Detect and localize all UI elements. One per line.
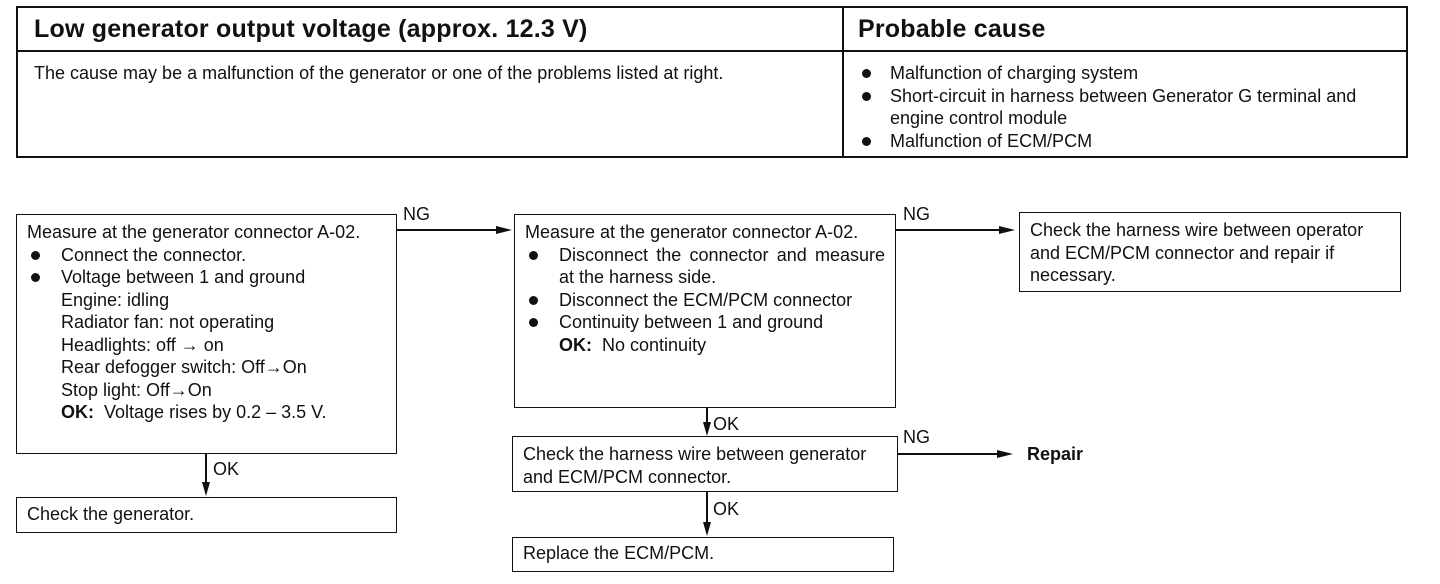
cause-item: Malfunction of charging system (856, 62, 1396, 85)
cause-item: Malfunction of ECM/PCM (856, 130, 1396, 153)
ok-label: OK (713, 414, 740, 434)
condition-line: Rear defogger switch: Off→On (61, 357, 307, 377)
step-text: Check the harness wire between operator and ECM/PCM connector and repair if necessary. (1030, 220, 1364, 285)
ok-value: No continuity (602, 334, 707, 355)
arrow-head (703, 522, 711, 536)
connector-line (896, 229, 1000, 231)
probable-cause-heading: Probable cause (858, 15, 1046, 43)
step-check-generator (16, 497, 397, 533)
connector-line (205, 454, 207, 483)
condition-line: Stop light: Off→On (61, 379, 212, 400)
ng-label: NG (903, 427, 930, 447)
step-bullet: Disconnect the ECM/PCM connector (525, 289, 885, 312)
step-check-generator-harness (512, 436, 898, 492)
column-divider (842, 8, 844, 156)
step-bullet: Disconnect the connector and measure at the harness side. (525, 244, 885, 289)
arrow-head (496, 226, 512, 234)
probable-cause-list (856, 62, 1396, 152)
step-check-operator-harness (1019, 212, 1401, 292)
step-bullets (27, 244, 386, 289)
condition-line: Radiator fan: not operating (61, 312, 275, 332)
symptom-heading: Low generator output voltage (approx. 12.3 V) (34, 15, 588, 43)
step-measure-harness-side (514, 214, 896, 408)
connector-line (397, 229, 497, 231)
ng-label: NG (403, 204, 430, 224)
ok-value: Voltage rises by 0.2 – 3.5 V. (104, 402, 327, 422)
arrow-head (997, 450, 1013, 458)
condition-line: Engine: idling (61, 289, 170, 310)
ok-label: OK (713, 499, 740, 519)
step-replace-ecm (512, 537, 894, 572)
arrow-head (703, 422, 711, 436)
connector-line (898, 453, 998, 455)
step-text: Check the harness wire between generator and ECM/PCM connector. (523, 444, 867, 487)
step-title: Measure at the generator connector A-02. (27, 222, 361, 242)
connector-line (706, 492, 708, 523)
arrow-head (999, 226, 1015, 234)
cause-description: The cause may be a malfunction of the generator or one of the problems listed at right. (34, 63, 724, 83)
step-bullet: Voltage between 1 and ground (27, 266, 386, 289)
step-measure-generator-connected (16, 214, 397, 454)
step-bullet: Connect the connector. (27, 244, 386, 267)
ok-criterion (27, 401, 386, 424)
step-text: Check the generator. (27, 504, 195, 524)
step-title: Measure at the generator connector A-02. (525, 222, 859, 242)
step-bullet: Continuity between 1 and ground (525, 311, 885, 334)
ok-criterion (525, 334, 885, 357)
ok-label: OK: (559, 334, 592, 355)
connector-line (706, 408, 708, 423)
ok-label: OK: (61, 402, 94, 422)
ng-label: NG (903, 204, 930, 224)
arrow-head (202, 482, 210, 496)
condition-line: Headlights: off → on (61, 334, 224, 355)
step-bullets (525, 244, 885, 334)
cause-item: Short-circuit in harness between Generator G terminal and engine control module (856, 85, 1396, 130)
repair-result: Repair (1027, 444, 1084, 464)
step-text: Replace the ECM/PCM. (523, 543, 715, 563)
cause-table (16, 6, 1408, 158)
ok-label: OK (213, 459, 240, 479)
